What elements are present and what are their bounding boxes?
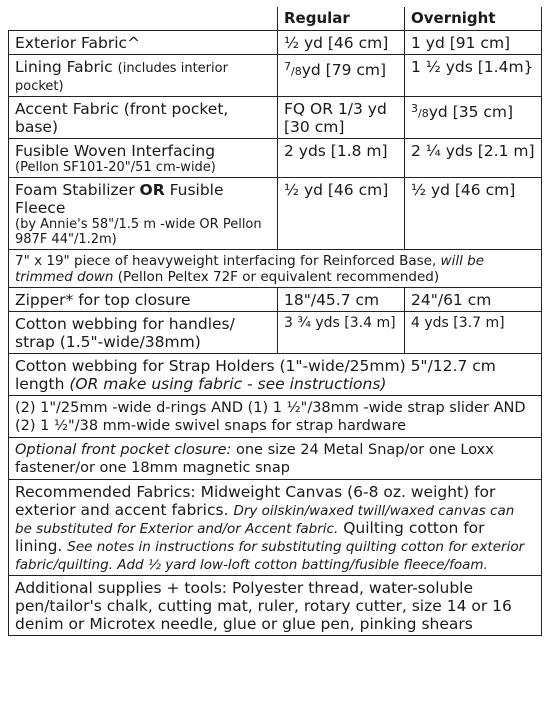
label-main-a: Foam Stabilizer (15, 181, 140, 199)
header-regular: Regular (278, 7, 405, 31)
interfacing-text-a: 7" x 19" piece of heavyweight interfacing for Reinforced Base, (15, 253, 441, 269)
interfacing-italic: will be trimmed down (15, 253, 485, 285)
interfacing-cell (9, 250, 542, 288)
tools-cell: Additional supplies + tools: Polyester thread, water-soluble pen/tailor's chalk, cutting mat, ruler, rotary cutter, size 14 or 16 denim or Microtex needle, glue or glue pen, pinking shears (9, 576, 542, 636)
table-row (9, 354, 542, 396)
row-overnight: 4 yds [3.7 m] (405, 312, 542, 354)
row-label: Exterior Fabric^ (9, 31, 278, 55)
label-sub: (Pellon SF101-20"/51 cm-wide) (15, 160, 216, 175)
closure-text: one size 24 Metal Snap/or one Loxx fastener/or one 18mm magnetic snap (15, 442, 494, 476)
row-regular: ½ yd [46 cm] (278, 178, 405, 250)
row-label: Zipper* for top closure (9, 288, 278, 312)
table-row (9, 178, 542, 250)
row-regular: FQ OR 1/3 yd [30 cm] (278, 97, 405, 139)
row-label: Accent Fabric (front pocket, base) (9, 97, 278, 139)
webbing-holders-text: Cotton webbing for Strap Holders (1"-wide/25mm) 5"/12.7 cm length (15, 357, 496, 393)
hardware-cell: (2) 1"/25mm -wide d-rings AND (1) 1 ½"/38mm -wide strap slider AND (2) 1 ½"/38 mm-wide swivel snaps for strap hardware (9, 396, 542, 438)
fabrics-italic-1: Dry oilskin/waxed twill/waxed canvas can be substituted for Exterior and/or Accent fabric. (15, 503, 515, 537)
closure-italic: Optional front pocket closure: (15, 442, 232, 458)
fraction-num: 3 (411, 102, 418, 115)
label-main: Fusible Woven Interfacing (15, 142, 216, 160)
table-row (9, 312, 542, 354)
row-regular: ½ yd [46 cm] (278, 31, 405, 55)
header-overnight: Overnight (405, 7, 542, 31)
row-overnight: 1 yd [91 cm] (405, 31, 542, 55)
row-label (9, 178, 278, 250)
label-sub: (includes interior pocket) (15, 61, 228, 94)
row-label (9, 55, 278, 97)
row-overnight: 2 ¼ yds [2.1 m] (405, 139, 542, 178)
row-regular: 3 ¾ yds [3.4 m] (278, 312, 405, 354)
supplies-table (8, 7, 542, 636)
label-sub: (by Annie's 58"/1.5 m -wide OR Pellon 987F 44"/1.2m) (15, 217, 262, 247)
fabrics-italic-2: See notes in instructions for substituting quilting cotton for exterior fabric/quilting. Add ½ yard low-loft cotton batting/fusible fleece/foam. (15, 539, 525, 573)
row-overnight: 1 ½ yds [1.4m} (405, 55, 542, 97)
fabrics-text-b: Quilting cotton for lining. (15, 519, 485, 555)
fabrics-cell (9, 480, 542, 576)
table-row (9, 480, 542, 576)
table-row (9, 250, 542, 288)
row-regular (278, 55, 405, 97)
label-or: OR (139, 181, 165, 199)
table-row (9, 31, 542, 55)
webbing-holders-cell (9, 354, 542, 396)
row-overnight (405, 97, 542, 139)
fabrics-text-a: Recommended Fabrics: Midweight Canvas (6-8 oz. weight) for exterior and accent fabrics. (15, 483, 496, 519)
row-regular: 18"/45.7 cm (278, 288, 405, 312)
table-row (9, 576, 542, 636)
interfacing-text-b: (Pellon Peltex 72F or equivalent recommended) (113, 269, 440, 285)
closure-cell (9, 438, 542, 480)
row-label: Cotton webbing for handles/ strap (1.5"-wide/38mm) (9, 312, 278, 354)
row-label (9, 139, 278, 178)
table-row (9, 288, 542, 312)
fraction-den: /8 (418, 107, 429, 120)
row-regular: 2 yds [1.8 m] (278, 139, 405, 178)
fraction-den: /8 (291, 65, 302, 78)
value-text: yd [35 cm] (428, 103, 514, 121)
table-row (9, 97, 542, 139)
label-main: Lining Fabric (15, 58, 113, 76)
table-row (9, 396, 542, 438)
header-row (9, 7, 542, 31)
webbing-holders-italic: (OR make using fabric - see instructions) (69, 375, 387, 393)
row-overnight: ½ yd [46 cm] (405, 178, 542, 250)
header-blank (9, 7, 278, 31)
label-main-b: Fusible Fleece (15, 181, 224, 217)
value-text: yd [79 cm] (301, 61, 387, 79)
table-row (9, 438, 542, 480)
table-row (9, 139, 542, 178)
row-overnight: 24"/61 cm (405, 288, 542, 312)
table-row (9, 55, 542, 97)
fraction-num: 7 (284, 60, 291, 73)
